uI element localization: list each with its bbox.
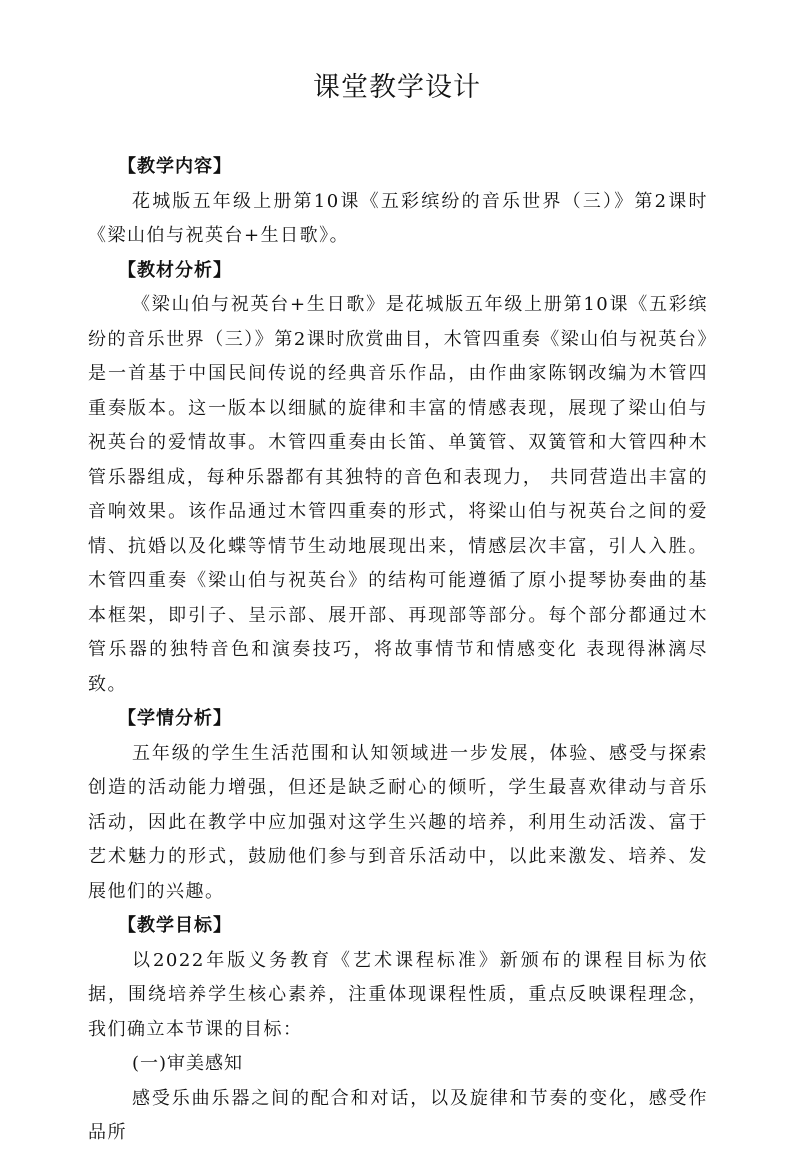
paragraph-material-analysis: 《梁山伯与祝英台+生日歌》是花城版五年级上册第10课《五彩缤纷的音乐世界（三）》第2课时欣赏曲目，木管四重奏《梁山伯与祝英台》是一首基于中国民间传说的经典音乐作品，由作曲家陈钢改编为木管四重奏版本。这一版本以细腻的旋律和丰富的情感表现，展现了梁山伯与祝英台的爱情故事。木管四重奏由长笛、单簧管、双簧管和大管四种木管乐器组成，每种乐器都有其独特的音色和表现力， 共同营造出丰富的音响效果。该作品通过木管四重奏的形式，将梁山伯与祝英台之间的爱情、抗婚以及化蝶等情节生动地展现出来，情感层次丰富，引人入胜。木管四重奏《梁山伯与祝英台》的结构可能遵循了原小提琴协奏曲的基本框架，即引子、呈示部、展开部、再现部等部分。每个部分都通过木管乐器的独特音色和演奏技巧，将故事情节和情感变化 表现得淋漓尽致。: [88, 294, 708, 695]
paragraph-learner-analysis: 五年级的学生生活范围和认知领域进一步发展，体验、感受与探索创造的活动能力增强，但还是缺乏耐心的倾听，学生最喜欢律动与音乐活动，因此在教学中应加强对这学生兴趣的培养，利用生动活泼、富于艺术魅力的形式，鼓励他们参与到音乐活动中，以此来激发、培养、发展他们的兴趣。: [88, 742, 708, 902]
paragraph-aesthetic-perception: 感受乐曲乐器之间的配合和对话，以及旋律和节奏的变化，感受作品所: [88, 1087, 708, 1143]
section-heading-teaching-content: 【教学内容】: [118, 156, 232, 177]
document-body: [88, 150, 708, 1151]
section-heading-learner-analysis: 【学情分析】: [118, 708, 232, 729]
paragraph-teaching-objectives: 以2022年版义务教育《艺术课程标准》新颁布的课程目标为依据，围绕培养学生核心素养，注重体现课程性质，重点反映课程理念，我们确立本节课的目标：: [88, 949, 708, 1040]
document-title: 课堂教学设计: [313, 72, 481, 103]
section-heading-material-analysis: 【教材分析】: [118, 259, 232, 281]
paragraph-teaching-content: 花城版五年级上册第10课《五彩缤纷的音乐世界（三）》第2课时《梁山伯与祝英台+生日歌》。: [88, 190, 708, 246]
section-heading-teaching-objectives: 【教学目标】: [118, 915, 232, 936]
subheading-aesthetic-perception: (一)审美感知: [132, 1053, 244, 1074]
